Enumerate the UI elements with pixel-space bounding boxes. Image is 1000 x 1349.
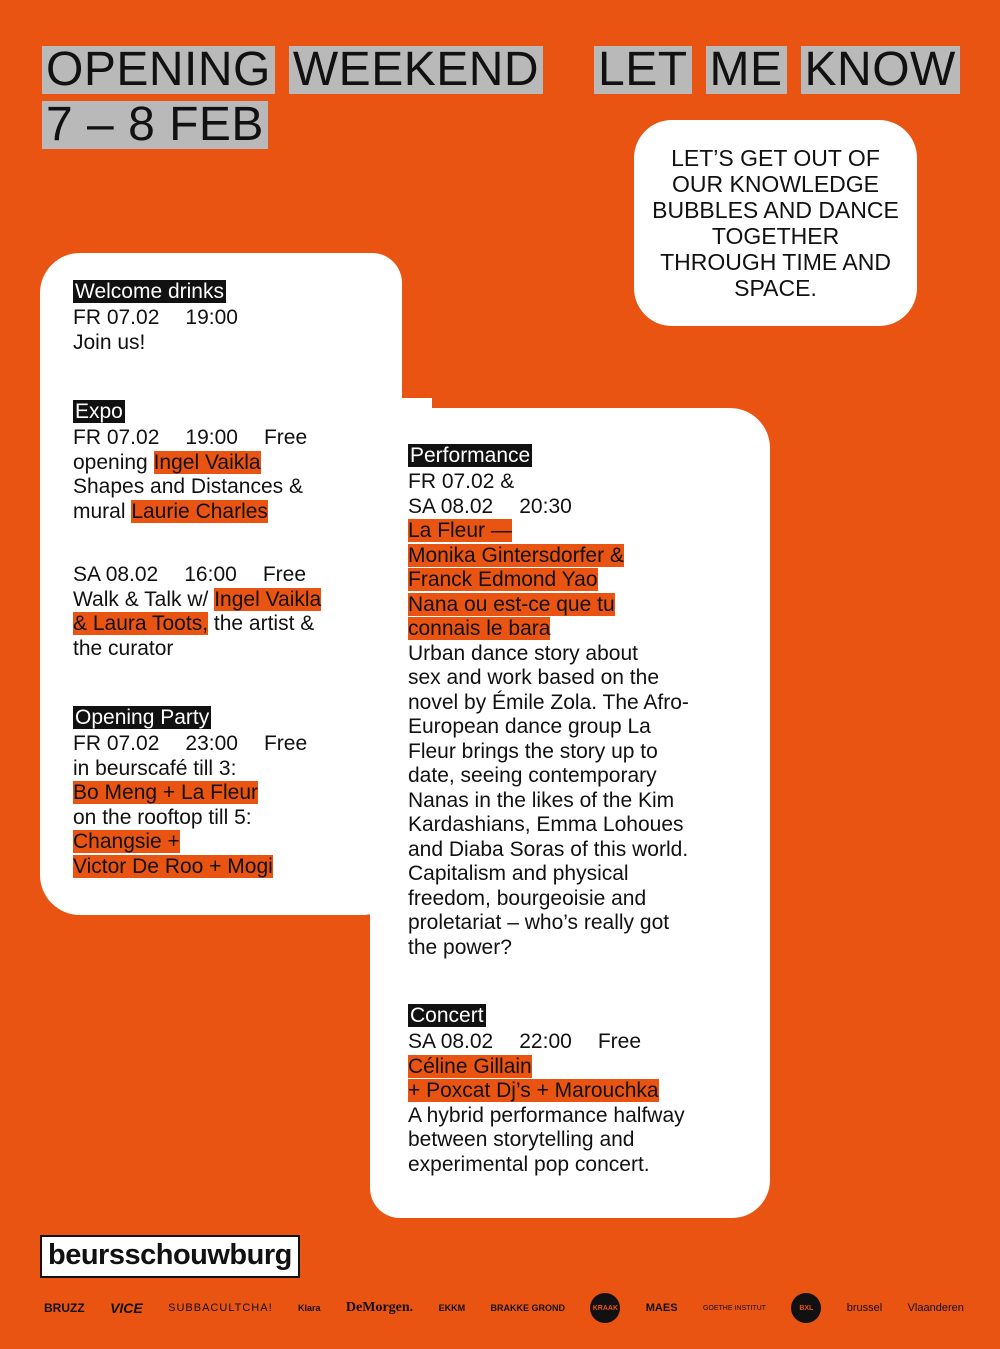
concert-day: SA 08.02 — [408, 1030, 494, 1053]
expo-e2-day: SA 08.02 — [73, 563, 159, 586]
party-time: 23:00 — [185, 732, 238, 755]
performance-desc-line: Fleur brings the story up to — [408, 739, 658, 763]
performance-desc-line: freedom, bourgeoisie and — [408, 886, 647, 910]
performance-hl-line — [408, 568, 689, 593]
sponsor-kraak-logo: KRAAK — [590, 1293, 620, 1323]
title-row-1 — [42, 42, 557, 97]
concert-hl-0: Céline Gillain — [408, 1054, 532, 1078]
performance-desc-line: the power? — [408, 935, 512, 959]
performance-hl-1: Monika Gintersdorfer & — [408, 543, 624, 567]
expo-e2-walk-label: Walk & Talk w/ — [73, 587, 209, 611]
sponsor-demorgen-logo: DeMorgen. — [345, 1300, 414, 1315]
concert-hl-1: + Poxcat Dj’s + Marouchka — [408, 1079, 659, 1102]
welcome-section — [73, 280, 238, 355]
expo-e2-walk — [73, 588, 321, 613]
concert-heading: Concert — [410, 1004, 484, 1027]
sponsor-brakke-grond-logo: BRAKKE GROND — [490, 1303, 565, 1313]
expo-e2-rest2: the curator — [73, 636, 174, 660]
concert-desc-line: A hybrid performance halfway — [408, 1103, 685, 1127]
performance-desc-line: European dance group La — [408, 715, 651, 738]
party-act1: Bo Meng + La Fleur — [73, 781, 259, 804]
expo-section — [73, 400, 321, 661]
performance-hl-4: connais le bara — [408, 617, 551, 640]
party-act2a: Changsie + — [73, 830, 180, 853]
party-act2a-line — [73, 830, 307, 855]
sponsor-goethe-logo: GOETHE INSTITUT — [702, 1304, 766, 1312]
expo-e1-opening-label: opening — [73, 450, 148, 474]
welcome-heading: Welcome drinks — [75, 280, 224, 303]
concert-desc-line: experimental pop concert. — [408, 1152, 650, 1176]
performance-desc-line: Capitalism and physical — [408, 862, 629, 885]
performance-day2-line — [408, 495, 689, 520]
party-act2b: Victor De Roo + Mogi — [73, 854, 273, 878]
party-price: Free — [263, 732, 308, 755]
performance-desc-line: and Diaba Soras of this world. — [408, 837, 689, 861]
title-let: LET — [594, 46, 692, 94]
concert-hl-line — [408, 1079, 685, 1104]
welcome-datetime — [73, 306, 238, 331]
sponsor-maes-logo: MAES — [645, 1302, 678, 1314]
performance-hl-line — [408, 617, 689, 642]
sponsor-ekkm-logo: EKKM — [438, 1303, 466, 1313]
expo-e1-artist: Ingel Vaikla — [153, 450, 261, 474]
performance-hl-0: La Fleur — — [408, 519, 512, 542]
party-l1: in beurscafé till 3: — [73, 756, 237, 780]
performance-hl-line — [408, 544, 689, 569]
party-heading: Opening Party — [75, 706, 210, 729]
title-know: KNOW — [801, 46, 960, 94]
performance-desc-line: Urban dance story about — [408, 641, 638, 665]
party-section — [73, 706, 307, 879]
beursschouwburg-logo: beursschouwburg — [40, 1235, 300, 1278]
concert-section — [408, 1004, 685, 1177]
title-date-row — [42, 97, 282, 152]
expo-e1-day: FR 07.02 — [73, 426, 160, 449]
concert-hl-line — [408, 1055, 685, 1080]
performance-time: 20:30 — [519, 494, 572, 518]
sponsor-logos — [44, 1290, 964, 1326]
expo-e1-mural — [73, 500, 321, 525]
title-weekend: WEEKEND — [289, 46, 543, 94]
welcome-note: Join us! — [73, 330, 146, 354]
performance-desc-line: novel by Émile Zola. The Afro- — [408, 690, 689, 714]
welcome-day: FR 07.02 — [73, 306, 160, 329]
sponsor-vlaanderen-logo: Vlaanderen — [907, 1302, 964, 1314]
sponsor-klara-logo: Klara — [298, 1303, 321, 1313]
expo-e1-time: 19:00 — [185, 426, 238, 449]
party-act1-line — [73, 781, 307, 806]
party-day: FR 07.02 — [73, 732, 160, 755]
expo-e1-price: Free — [263, 426, 308, 449]
party-datetime — [73, 732, 307, 757]
expo-e1-opening — [73, 451, 321, 476]
performance-desc-line: date, seeing contemporary — [408, 764, 657, 787]
title-me: ME — [706, 46, 787, 94]
expo-e2-datetime — [73, 563, 321, 588]
performance-hl-line — [408, 519, 689, 544]
performance-desc-line: Nanas in the likes of the Kim — [408, 788, 675, 812]
performance-hl-3: Nana ou est-ce que tu — [408, 592, 615, 616]
party-l2: on the rooftop till 5: — [73, 805, 252, 829]
expo-e1-mural-label: mural — [73, 499, 126, 523]
expo-e2-price: Free — [262, 563, 306, 586]
sponsor-brussel-logo: brussel — [846, 1302, 883, 1314]
expo-e2-rest1: the artist & — [213, 612, 315, 635]
performance-desc-line: sex and work based on the — [408, 666, 659, 689]
performance-day2: SA 08.02 — [408, 494, 494, 518]
concert-desc-line: between storytelling and — [408, 1128, 635, 1151]
title-row-1b — [594, 42, 960, 97]
expo-e2-artist1: Ingel Vaikla — [214, 587, 322, 611]
concert-time: 22:00 — [519, 1030, 572, 1053]
title-date: 7 – 8 FEB — [42, 101, 268, 149]
concert-datetime — [408, 1030, 685, 1055]
speech-bubble — [634, 120, 917, 326]
expo-e2-line2 — [73, 612, 321, 637]
expo-e1-title: Shapes and Distances & — [73, 475, 303, 498]
expo-e1-mural-artist: Laurie Charles — [131, 499, 268, 523]
party-act2b-line — [73, 855, 307, 880]
expo-e2-artist2: & Laura Toots, — [73, 612, 209, 635]
concert-price: Free — [597, 1030, 641, 1053]
expo-e1-datetime — [73, 426, 321, 451]
expo-e2-time: 16:00 — [184, 563, 237, 586]
sponsor-bxl-logo: BXL — [791, 1293, 821, 1323]
expo-heading: Expo — [75, 400, 123, 423]
sponsor-subbacultcha-logo: SUBBACULTCHA! — [168, 1302, 273, 1314]
performance-hl-2: Franck Edmond Yao — [408, 568, 598, 591]
performance-desc-line: proletariat – who’s really got — [408, 911, 670, 934]
sponsor-vice-logo: VICE — [110, 1300, 143, 1316]
bubble-text: LET’S GET OUT OF OUR KNOWLEDGE BUBBLES AND DANCE TOGETHER THROUGH TIME AND SPACE. — [652, 145, 899, 301]
performance-desc-line: Kardashians, Emma Lohoues — [408, 813, 684, 836]
welcome-time: 19:00 — [185, 306, 238, 329]
sponsor-bruzz-logo: BRUZZ — [44, 1301, 85, 1315]
performance-section — [408, 444, 689, 960]
title-opening: OPENING — [42, 46, 275, 94]
performance-heading: Performance — [410, 444, 531, 467]
performance-hl-line — [408, 593, 689, 618]
performance-day1: FR 07.02 & — [408, 470, 515, 493]
